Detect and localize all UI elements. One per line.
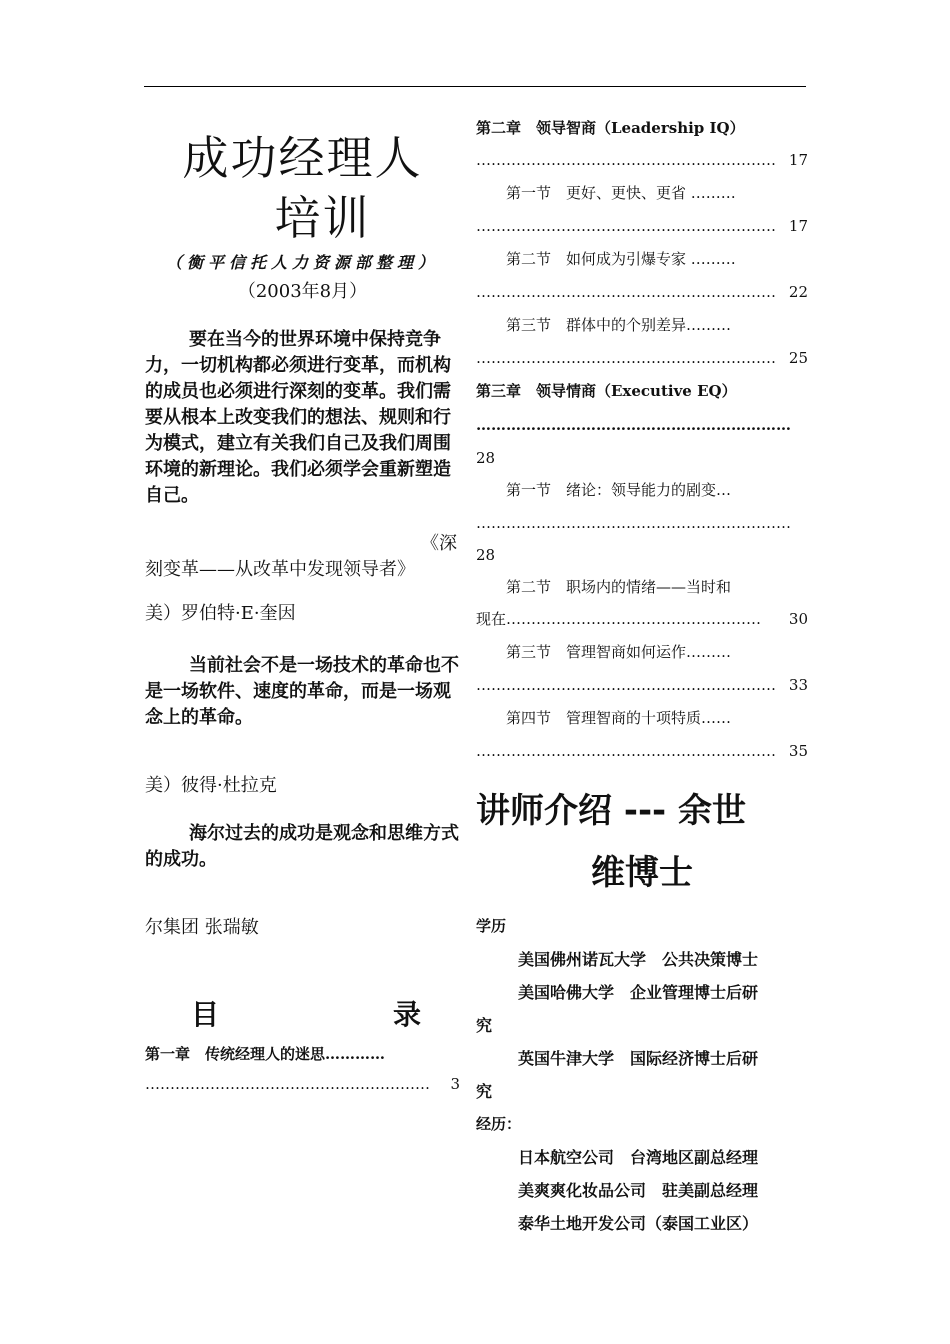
title-line-1: 成功经理人 — [182, 131, 423, 185]
toc-page-number: 28 — [476, 546, 496, 564]
toc-heading-char-2: 录 — [393, 998, 422, 1031]
header-rule — [144, 86, 806, 87]
toc-entry-title: 第三章 领导情商（Executive EQ） — [476, 382, 737, 400]
toc-entry-s32[interactable] — [476, 570, 808, 634]
lecturer-heading-line-2: 维博士 — [591, 853, 693, 893]
toc-entry-title: 第三节 管理智商如何运作……… — [506, 643, 732, 661]
toc-page-number: 22 — [787, 276, 808, 308]
education-item: 美国哈佛大学 企业管理博士后研 — [518, 983, 759, 1002]
toc-page-number: 33 — [787, 670, 808, 700]
quote-3: 海尔过去的成功是观念和思维方式的成功。 — [145, 823, 459, 870]
experience-item: 泰华土地开发公司（泰国工业区） — [518, 1214, 759, 1233]
toc-entry-title: 第二节 如何成为引爆专家 ……… — [506, 250, 736, 268]
toc-entry-leader — [476, 670, 808, 700]
toc-page-number: 17 — [787, 144, 808, 176]
toc-heading-char-1: 目 — [191, 998, 220, 1031]
toc-entry-title: 第二节 职场内的情绪——当时和 — [506, 578, 732, 596]
toc-dots: …………………………………………………… — [476, 283, 776, 301]
experience-item: 美爽爽化妆品公司 驻美副总经理 — [518, 1181, 759, 1200]
toc-entry-leader — [476, 276, 808, 308]
experience-label: 经历： — [476, 1115, 522, 1133]
quote-1-source: 《深刻变革——从改革中发现领导者》 — [145, 533, 457, 580]
toc-entry-title: 第二章 领导智商（Leadership IQ） — [476, 119, 745, 137]
lecturer-heading-line-1: 讲师介绍 --- 余世 — [476, 791, 747, 831]
toc-dots: ……………………………………………………… — [476, 416, 791, 434]
toc-dots: …………………………………………………… — [476, 151, 776, 169]
toc-entry-s34[interactable] — [476, 700, 808, 766]
education-label: 学历 — [476, 917, 507, 935]
experience-item: 日本航空公司 台湾地区副总经理 — [518, 1148, 759, 1167]
toc-page-number: 25 — [787, 342, 808, 374]
quote-1: 要在当今的世界环境中保持竞争力，一切机构都必须进行变革，而机构的成员也必须进行深刻的变革。我们需要从根本上改变我们的想法、规则和行为模式，建立有关我们自己及我们周围环境的新理论。我们必须学会重新塑造自己。 — [145, 329, 451, 506]
toc-page-number: 17 — [787, 210, 808, 242]
toc-dots: …………………………………………………… — [476, 349, 776, 367]
education-item: 英国牛津大学 国际经济博士后研 — [518, 1049, 759, 1068]
toc-entry-title: 第三节 群体中的个别差异……… — [506, 316, 732, 334]
toc-entry-leader — [476, 144, 808, 176]
quote-2-author: 美）彼得·杜拉克 — [145, 775, 277, 796]
toc-entry-title-cont: 现在…………………………………………… — [476, 610, 762, 628]
toc-heading — [145, 993, 460, 1033]
left-column — [145, 96, 460, 1099]
toc-entry-s22[interactable] — [476, 242, 808, 308]
document-date: （2003年8月） — [237, 281, 368, 302]
toc-entry-s21[interactable] — [476, 176, 808, 242]
document-title — [145, 128, 460, 248]
toc-page-number: 30 — [787, 604, 808, 634]
toc-dots: ……………………………………………………… — [476, 514, 791, 532]
title-line-2: 培训 — [274, 191, 371, 245]
lecturer-heading — [476, 780, 808, 904]
quote-2: 当前社会不是一场技术的革命也不是一场软件、速度的革命，而是一场观念上的革命。 — [145, 655, 459, 728]
lecturer-cv — [476, 910, 808, 1240]
toc-entry-leader — [145, 1069, 460, 1099]
toc-entry-title: 第一节 更好、更快、更省 ……… — [506, 184, 736, 202]
toc-entry-title: 第一章 传统经理人的迷思………… — [145, 1045, 386, 1063]
toc-entry-leader — [476, 210, 808, 242]
toc-page-number: 35 — [787, 736, 808, 766]
toc-entry-ch3[interactable] — [476, 374, 808, 474]
toc-entry-leader — [476, 342, 808, 374]
toc-dots: …………………………………………………… — [476, 742, 776, 760]
toc-dots: …………………………………………………… — [476, 676, 776, 694]
toc-page-number: 28 — [476, 449, 496, 467]
toc-entry-title: 第一节 绪论：领导能力的剧变… — [506, 481, 732, 499]
quote-1-author: 美）罗伯特·E·奎因 — [145, 603, 296, 624]
quote-3-author: 尔集团 张瑞敏 — [145, 917, 259, 938]
toc-entry-s23[interactable] — [476, 308, 808, 374]
toc-dots: ………………………………………………… — [145, 1075, 430, 1093]
toc-entry-s31[interactable] — [476, 474, 808, 570]
toc-entry-ch2[interactable] — [476, 112, 808, 176]
toc-dots: …………………………………………………… — [476, 217, 776, 235]
education-item-cont: 究 — [476, 1082, 493, 1101]
education-item: 美国佛州诺瓦大学 公共决策博士 — [518, 950, 759, 969]
document-subtitle: （衡平信托人力资源部整理） — [165, 253, 439, 272]
toc-entry-title: 第四节 管理智商的十项特质…… — [506, 709, 732, 727]
toc-entry-leader — [476, 604, 808, 634]
toc-page-number: 3 — [448, 1069, 460, 1099]
toc-entry-leader — [476, 736, 808, 766]
toc-entry-s33[interactable] — [476, 634, 808, 700]
toc-entry-ch1[interactable] — [145, 1039, 460, 1099]
right-column — [476, 112, 808, 1240]
education-item-cont: 究 — [476, 1016, 493, 1035]
